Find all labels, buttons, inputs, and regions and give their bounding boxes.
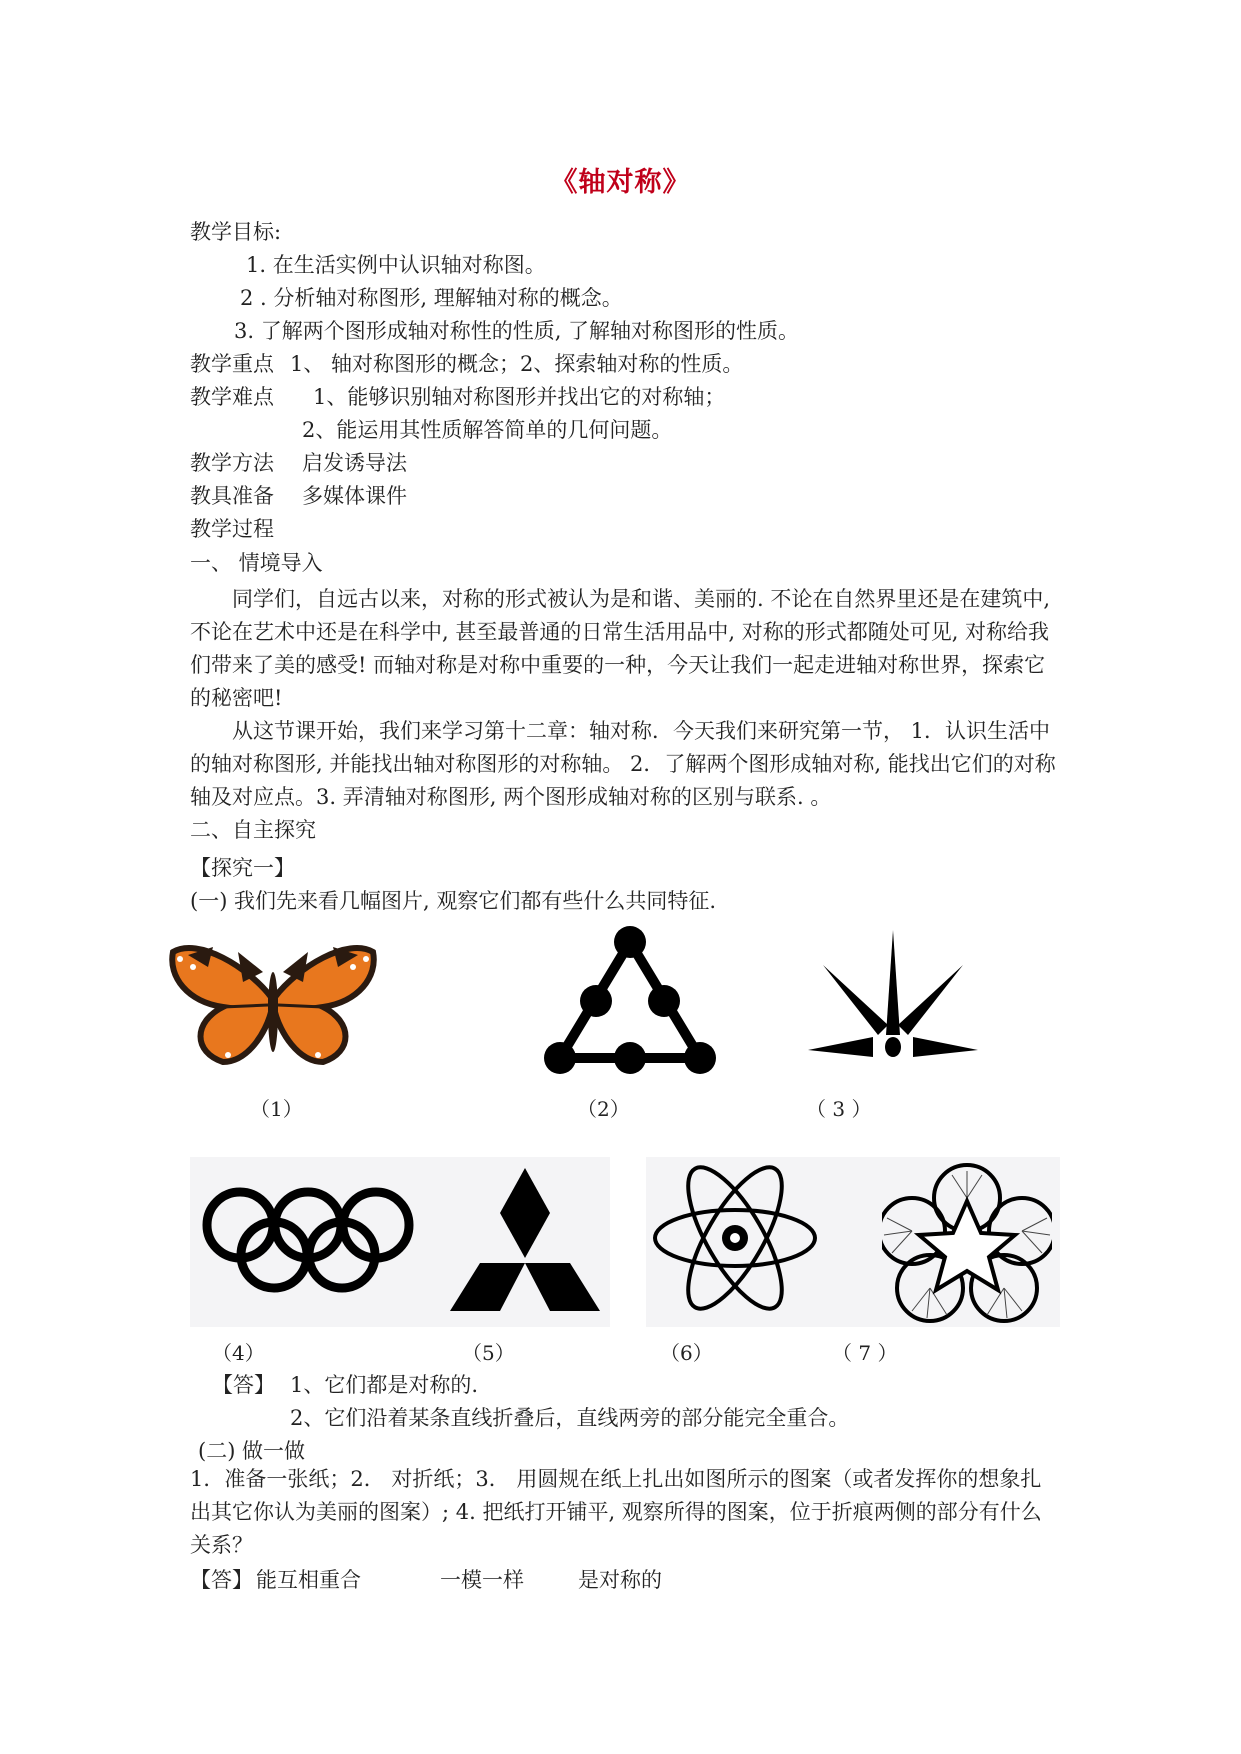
starburst-figure: [808, 925, 978, 1065]
figure-label-3: （ 3 ）: [806, 1097, 872, 1121]
butterfly-figure: [168, 927, 378, 1067]
answer2-part-1: 能互相重合: [256, 1568, 361, 1592]
intro-paragraph: 同学们，自远古以来，对称的形式被认为是和谐、美丽的. 不论在自然界里还是在建筑中, 不论在艺术中还是在科学中, 甚至最普通的日常生活用品中, 对称的形式都随处可见, 对称给我们带来了美的感受! 而轴对称是对称中重要的一种，今天让我们一起走进轴对称世界，探索它的秘密吧!: [190, 587, 1051, 710]
three-diamonds-figure: [440, 1163, 610, 1313]
atom-figure: [650, 1163, 820, 1313]
page-title: 《轴对称》: [550, 167, 691, 198]
tools-label: 教具准备: [190, 484, 274, 508]
figure-label-6: （6）: [660, 1341, 713, 1365]
tools-text: 多媒体课件: [302, 484, 407, 508]
olympic-rings-figure: [200, 1185, 420, 1295]
answer1-label: 【答】: [212, 1373, 275, 1397]
answer2-label: 【答】: [190, 1568, 253, 1592]
key-points-label: 教学重点: [190, 352, 274, 376]
difficulties-label: 教学难点: [190, 385, 274, 409]
difficulty-item-1: 1、能够识别轴对称图形并找出它的对称轴；: [313, 385, 726, 409]
explore1-question: (一) 我们先来看几幅图片, 观察它们都有些什么共同特征.: [190, 889, 717, 913]
figure-label-5: （5）: [462, 1341, 515, 1365]
answer1-item-1: 1、它们都是对称的.: [290, 1373, 479, 1397]
process-label: 教学过程: [190, 517, 274, 541]
explore1-heading: 【探究一】: [190, 856, 295, 880]
section2-heading: 二、自主探究: [190, 818, 316, 842]
answer2-part-2: 一模一样: [440, 1568, 524, 1592]
lesson-paragraph: 从这节课开始，我们来学习第十二章：轴对称．今天我们来研究第一节， 1．认识生活中的轴对称图形, 并能找出轴对称图形的对称轴。 2．了解两个图形成轴对称, 能找出它们的对称轴及对应点。3. 弄清轴对称图形, 两个图形成轴对称的区别与联系. 。: [190, 719, 1056, 809]
objective-item-3: 3. 了解两个图形成轴对称性的性质, 了解轴对称图形的性质。: [234, 319, 800, 343]
difficulty-item-2: 2、能运用其性质解答简单的几何问题。: [302, 418, 673, 442]
figure-label-7: （ 7 ）: [832, 1341, 898, 1365]
objectives-heading: 教学目标:: [190, 220, 282, 244]
key-points-text: 1、 轴对称图形的概念；2、探索轴对称的性质。: [290, 352, 744, 376]
objective-item-1: 1. 在生活实例中认识轴对称图。: [246, 253, 546, 277]
objective-item-2: 2 . 分析轴对称图形, 理解轴对称的概念。: [240, 286, 623, 310]
answer1-item-2: 2、它们沿着某条直线折叠后，直线两旁的部分能完全重合。: [290, 1406, 850, 1430]
figure-label-1: （1）: [250, 1097, 303, 1121]
answer2-part-3: 是对称的: [578, 1568, 662, 1592]
method-text: 启发诱导法: [302, 451, 407, 475]
dot-triangle-figure: [540, 925, 720, 1075]
method-label: 教学方法: [190, 451, 274, 475]
steps-paragraph: 1．准备一张纸；2． 对折纸；3． 用圆规在纸上扎出如图所示的图案（或者发挥你的想象扎出其它你认为美丽的图案）; 4. 把纸打开铺平, 观察所得的图案，位于折痕两侧的部分有什么关系？: [190, 1467, 1042, 1557]
figure-label-2: （2）: [577, 1097, 630, 1121]
star-rosette-figure: [882, 1163, 1052, 1323]
section1-heading: 一、 情境导入: [190, 551, 323, 575]
figure-label-4: （4）: [212, 1341, 265, 1365]
do-it-heading: (二) 做一做: [198, 1439, 306, 1463]
